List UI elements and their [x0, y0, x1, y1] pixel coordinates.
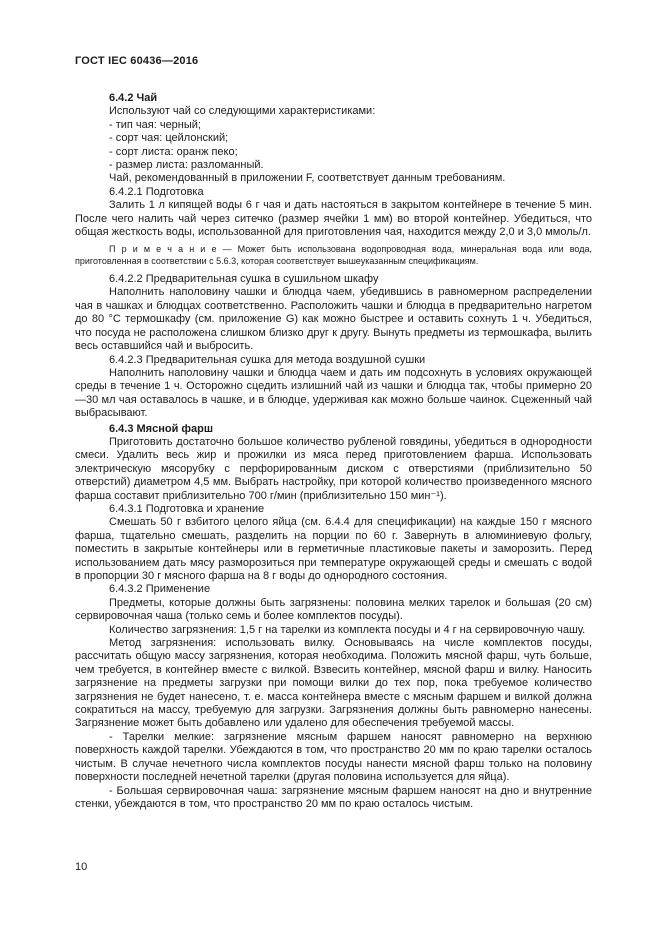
- subsection-heading: 6.4.3.1 Подготовка и хранение: [109, 502, 265, 515]
- paragraph: Количество загрязнения: 1,5 г на тарелки из комплекта посуды и 4 г на сервировочную чашу.: [109, 623, 586, 636]
- running-header: ГОСТ IEC 60436—2016: [75, 55, 199, 67]
- paragraph: Наполнить наполовину чашки и блюдца чаем и дать им подсохнуть в условиях окружающей среды в течение 1 ч. Осторожно сцедить излишний чай из чашки и блюдца так, чтобы примерно 20—30 мл чая оставалось в чашке, и в блюдце, удерживая как можно больше чаинок. Сцеженный чай выбрасывают.: [75, 366, 592, 420]
- paragraph: Смешать 50 г взбитого целого яйца (см. 6.4.4 для спецификации) на каждые 150 г мясного фарша, тщательно смешать, разделить на порции по 60 г. Завернуть в алюминиевую фольгу, поместить в закрытые контейнеры или в герметичные пластиковые пакеты и заморозить. Перед использованием дать мясу разморозиться при температуре окружающей среды и смешать с водой в пропорции 30 г мясного фарша на 8 г воды до однородного состояния.: [75, 516, 592, 582]
- subsection-heading: 6.4.2.2 Предварительная сушка в сушильном шкафу: [109, 273, 379, 286]
- list-item: - размер листа: разломанный.: [109, 159, 264, 172]
- list-item: - сорт листа: оранж пеко;: [109, 145, 238, 158]
- note: П р и м е ч а н и е — Может быть использована водопроводная вода, минеральная вода или вода, приготовленная в соответствии с 5.6.3, которая соответствует вышеуказанным спецификациям.: [75, 244, 592, 266]
- paragraph: Используют чай со следующими характеристиками:: [109, 105, 376, 118]
- subsection-heading: 6.4.2.3 Предварительная сушка для метода воздушной сушки: [109, 353, 426, 366]
- document-body: [75, 90, 592, 811]
- section-heading: 6.4.2 Чай: [109, 92, 158, 104]
- page-number: 10: [75, 861, 88, 873]
- list-item: - сорт чая: цейлонский;: [109, 132, 229, 145]
- paragraph: Чай, рекомендованный в приложении F, соответствует данным требованиям.: [109, 172, 506, 185]
- subsection-heading: 6.4.3.2 Применение: [109, 583, 211, 596]
- section-heading: 6.4.3 Мясной фарш: [109, 422, 214, 435]
- paragraph: - Тарелки мелкие: загрязнение мясным фаршем наносят равномерно на верхнюю поверхность каждой тарелки. Убеждаются в том, что пространство 20 мм по краю тарелки осталось чистым. В случае нечетного числа комплектов посуды нанести мясной фарш только на половину поверхности последней нечетной тарелки (другая половина используется для яйца).: [75, 730, 592, 784]
- paragraph: - Большая сервировочная чаша: загрязнение мясным фаршем наносят на дно и внутренние стенки, убеждаются в том, что пространство 20 мм по краю осталось чистым.: [75, 784, 592, 810]
- paragraph: Метод загрязнения: использовать вилку. Основываясь на числе комплектов посуды, рассчитать общую массу загрязнения, которая необходима. Положить мясной фарш, чуть больше, чем требуется, в контейнер вместе с вилкой. Взвесить контейнер, мясной фарш и вилку. Наносить загрязнение на предметы загрузки при помощи вилки до тех пор, пока требуемое количество загрязнения не будет нанесено, т. е. масса контейнера вместе с мясным фаршем и вилкой должна сократиться на массу, требуемую для загрузки. Загрязнения должны быть равномерно нанесены. Загрязнение может быть добавлено или удалено для обеспечения требуемой массы.: [75, 637, 592, 730]
- paragraph: Залить 1 л кипящей воды 6 г чая и дать настояться в закрытом контейнере в течение 5 мин. После чего налить чай через ситечко (размер ячейки 1 мм) во второй контейнер. Убедиться, что общая жесткость воды, использованной для приготовления чая, находится между 2,0 и 3,0 ммоль/л.: [75, 199, 592, 239]
- paragraph: Предметы, которые должны быть загрязнены: половина мелких тарелок и большая (20 см) сервировочная чаша (только семь и более комплектов посуды).: [75, 596, 592, 623]
- paragraph: Приготовить достаточно большое количество рубленой говядины, убедиться в однородности смеси. Удалить весь жир и прожилки из мяса перед приготовлением фарша. Использовать электрическую мясорубку с перфорированным диском с отверстиями (приблизительно 50 отверстий) диаметром 4,5 мм. Выбрать настройку, при которой количество произведенного мясного фарша составит приблизительно 700 г/мин (приблизительно 150 мин⁻¹).: [75, 435, 592, 502]
- list-item: - тип чая: черный;: [109, 118, 201, 131]
- paragraph: Наполнить наполовину чашки и блюдца чаем, убедившись в равномерном распределении чая в чашках и блюдцах соответственно. Расположить чашки и блюдца в предварительно нагретом до 80 °С термошкафу (см. приложение G) как можно быстрее и оставить сохнуть 1 ч. Убедиться, что посуда не расположена слишком близко друг к другу. Вынуть предметы из термошкафа, вылить весь оставшийся чай и выбросить.: [75, 286, 592, 353]
- subsection-heading: 6.4.2.1 Подготовка: [109, 185, 204, 198]
